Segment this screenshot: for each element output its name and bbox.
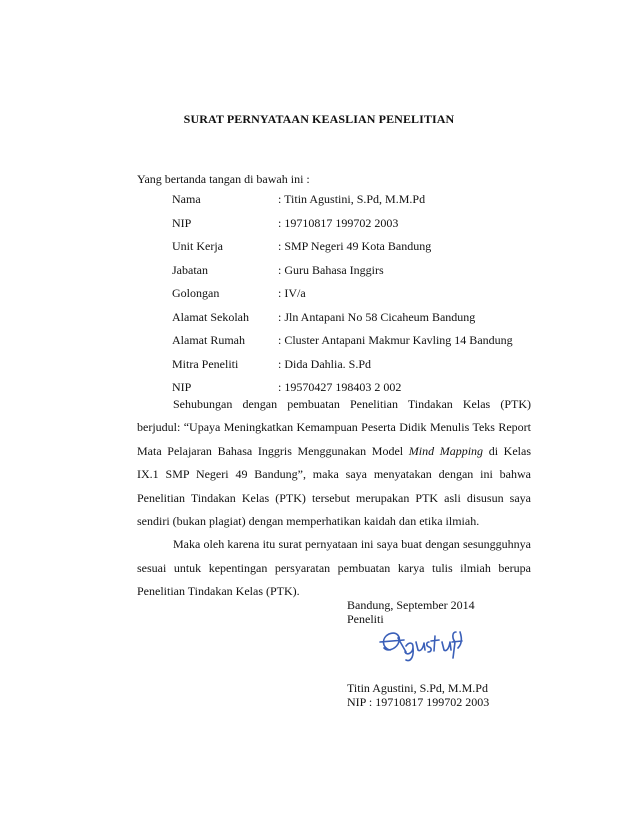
signer-role: Peneliti xyxy=(347,612,384,626)
field-value: : IV/a xyxy=(278,286,306,300)
field-row xyxy=(172,238,513,262)
field-row xyxy=(172,332,513,356)
place-date: Bandung, September 2014 xyxy=(347,598,475,612)
paragraph-text: Sehubungan dengan pembuatan Penelitian Tindakan Kelas (PTK) berjudul: “Upaya Meningkatkan Kemampuan Peserta Didik Menulis Teks Report Mata Pelajaran Bahasa Inggris Menggunakan Model xyxy=(137,397,531,458)
field-value: : Cluster Antapani Makmur Kavling 14 Bandung xyxy=(278,333,513,347)
document-title: SURAT PERNYATAAN KEASLIAN PENELITIAN xyxy=(183,112,455,126)
field-row xyxy=(172,309,513,333)
field-value: : Dida Dahlia. S.Pd xyxy=(278,356,371,371)
field-label: NIP xyxy=(172,380,192,394)
field-row xyxy=(172,285,513,309)
statement-body xyxy=(137,393,531,604)
signer-name: Titin Agustini, S.Pd, M.M.Pd xyxy=(347,681,488,695)
field-value: : 19710817 199702 2003 xyxy=(278,215,399,230)
signer-details xyxy=(347,681,489,709)
field-value: : Guru Bahasa Inggirs xyxy=(278,262,384,277)
field-label: Golongan xyxy=(172,286,220,300)
handwritten-signature xyxy=(376,618,468,664)
paragraph-closing: Maka oleh karena itu surat pernyataan ini saya buat dengan sesungguhnya sesuai untuk kepentingan persyaratan pembuatan karya tulis ilmiah berupa Penelitian Tindakan Kelas (PTK). xyxy=(137,537,531,599)
intro-text: Yang bertanda tangan di bawah ini : xyxy=(137,172,310,186)
field-value: : 19570427 198403 2 002 xyxy=(278,380,402,394)
field-label: Jabatan xyxy=(172,262,208,277)
paragraph-statement xyxy=(137,393,531,533)
field-label: Mitra Peneliti xyxy=(172,356,239,371)
field-label: Alamat Rumah xyxy=(172,333,245,347)
identity-fields xyxy=(172,191,513,403)
field-row xyxy=(172,356,513,380)
paragraph-italic-term: Mind Mapping xyxy=(408,443,484,458)
paragraph-text: di Kelas IX.1 SMP Negeri 49 Bandung”, maka saya menyatakan dengan ini bahwa Penelitian Tindakan Kelas (PTK) tersebut merupakan PTK asli disusun saya sendiri (bukan plagiat) dengan memperhatikan kaidah dan etika ilmiah. xyxy=(137,443,531,529)
signer-nip: NIP : 19710817 199702 2003 xyxy=(347,695,490,709)
field-row xyxy=(172,191,513,215)
field-value: : SMP Negeri 49 Kota Bandung xyxy=(278,239,432,253)
field-label: Nama xyxy=(172,192,201,206)
field-value: : Jln Antapani No 58 Cicaheum Bandung xyxy=(278,309,476,324)
field-label: NIP xyxy=(172,215,192,230)
field-value: : Titin Agustini, S.Pd, M.M.Pd xyxy=(278,192,426,206)
field-label: Unit Kerja xyxy=(172,239,223,253)
field-label: Alamat Sekolah xyxy=(172,309,249,324)
field-row xyxy=(172,215,513,239)
field-row xyxy=(172,262,513,286)
